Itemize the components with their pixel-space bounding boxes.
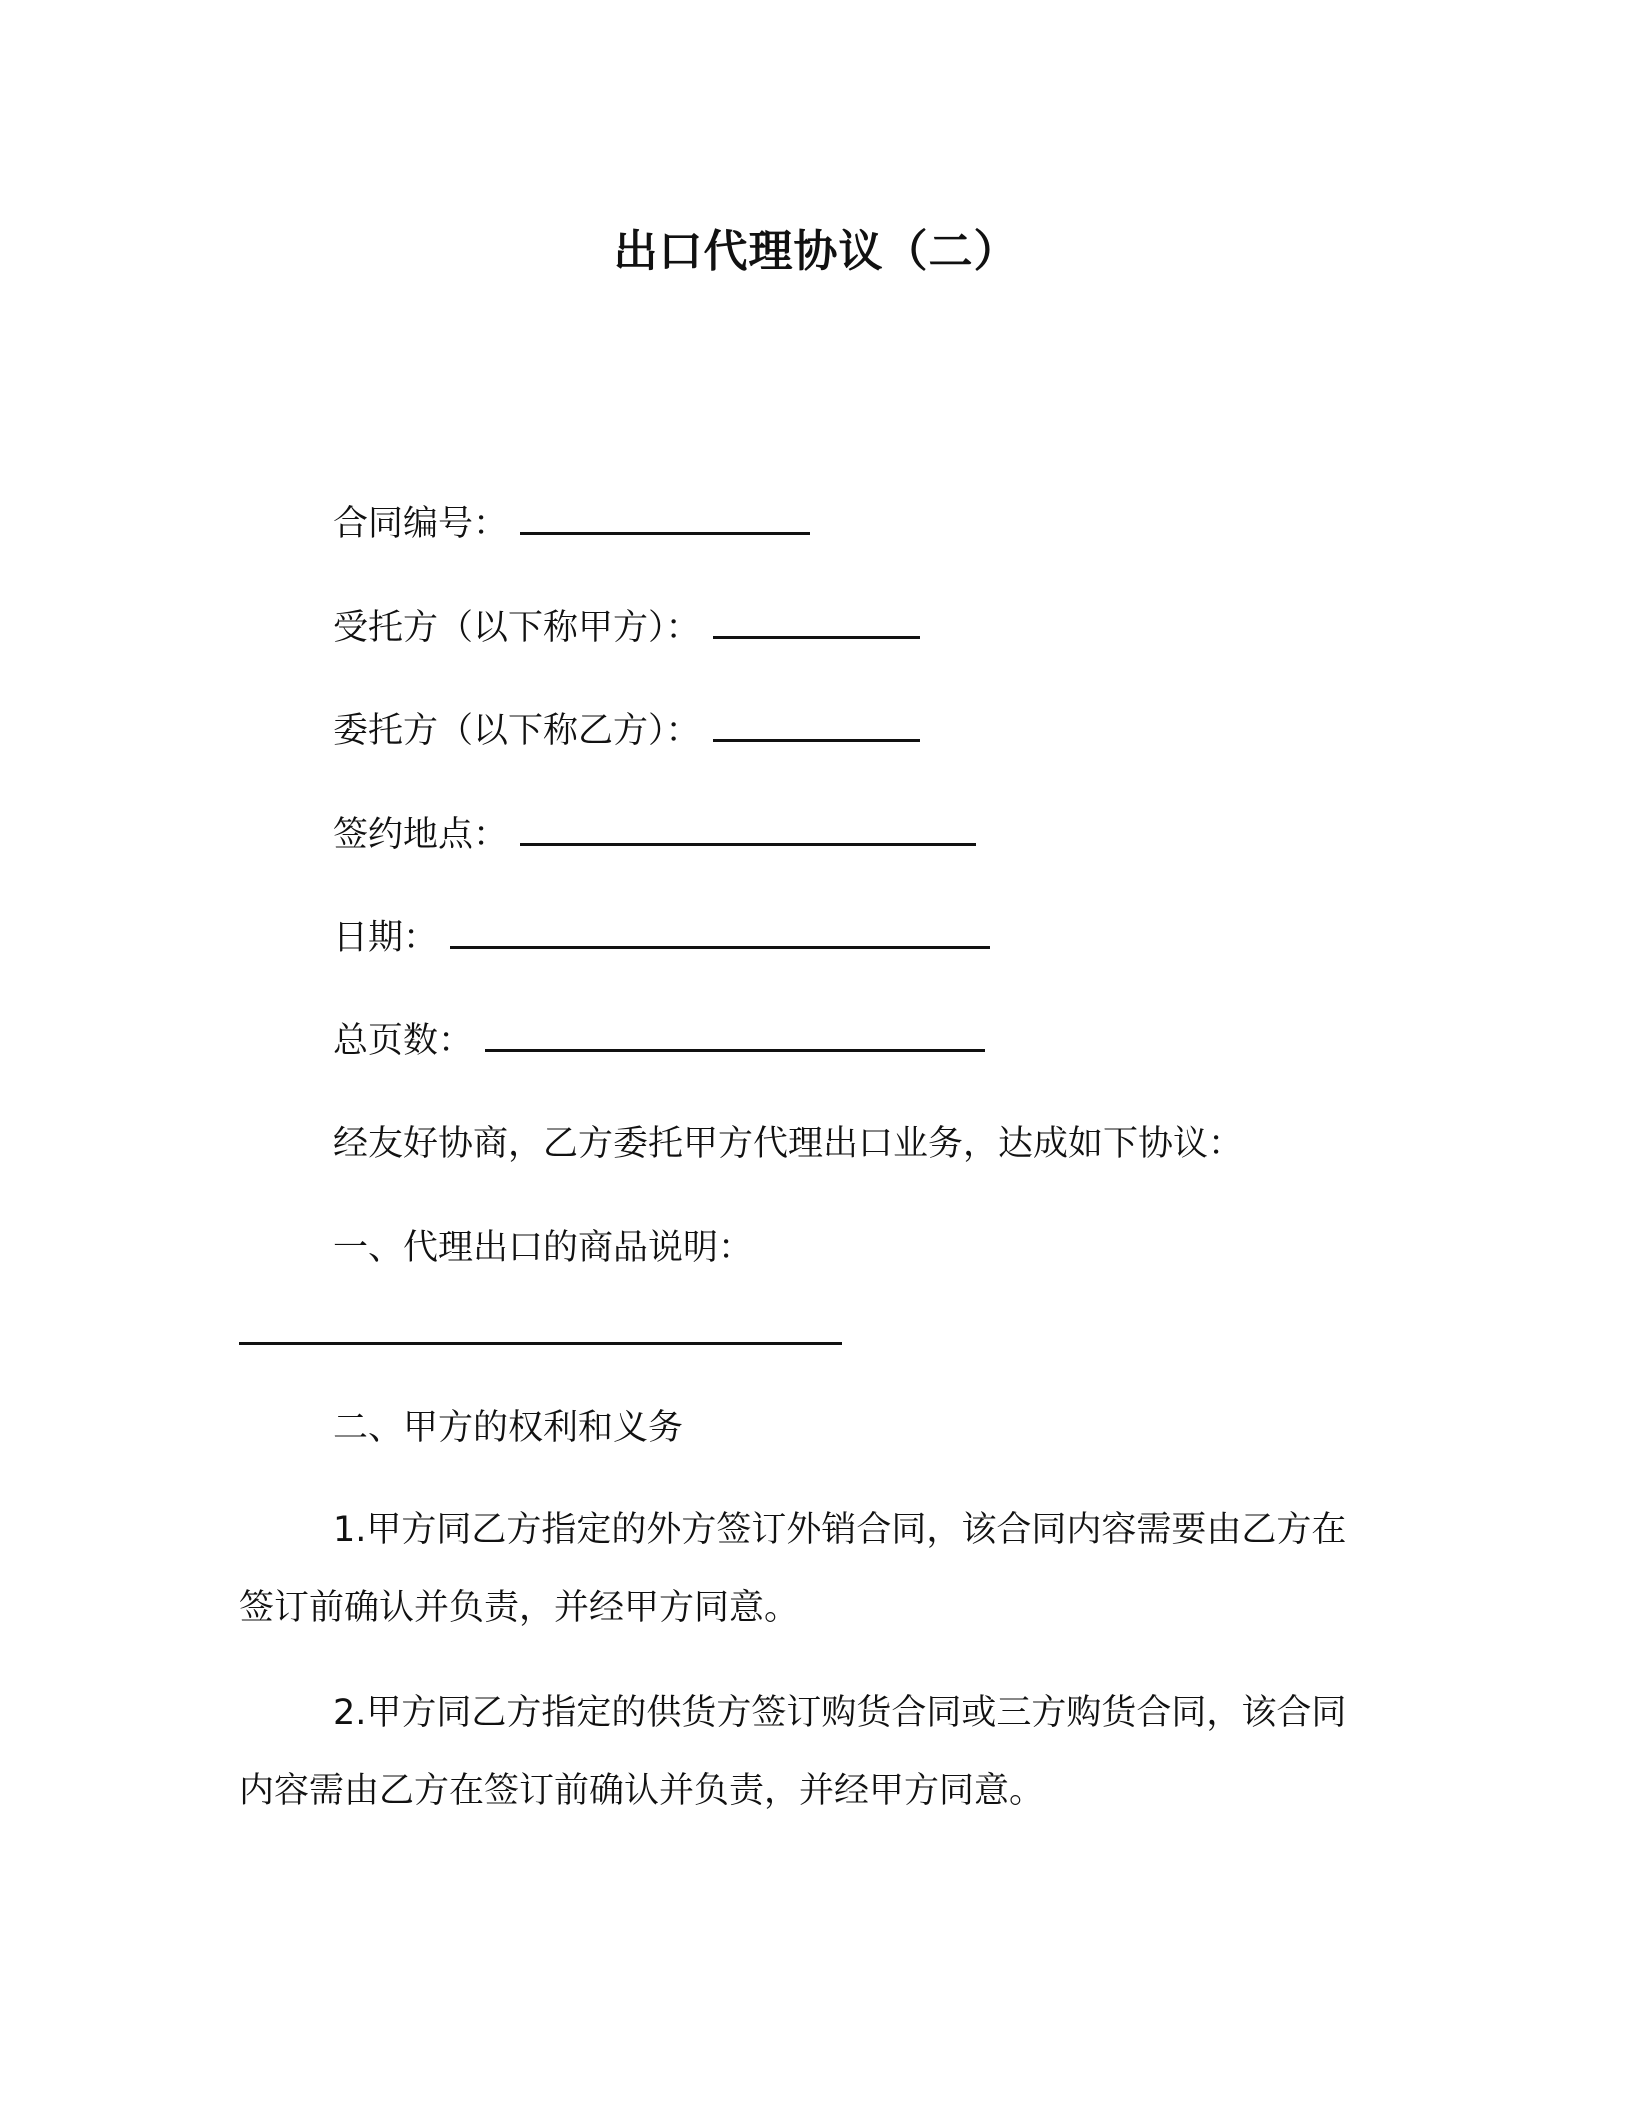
field-label: 合同编号： [333,504,509,544]
field-trustee [333,602,920,652]
field-signing-place [333,809,976,859]
clause-1: 1.甲方同乙方指定的外方签订外销合同，该合同内容需要由乙方在签订前确认并负责，并经甲方同意。 [239,1510,1347,1628]
fill-blank [520,498,810,535]
document-title: 出口代理协议（二） [613,226,1019,277]
fill-blank [713,705,920,742]
intro-text: 经友好协商，乙方委托甲方代理出口业务，达成如下协议： [333,1124,1244,1164]
field-label: 总页数： [333,1021,474,1061]
field-label: 受托方（以下称甲方）： [333,608,701,648]
field-label: 委托方（以下称乙方）： [333,711,701,751]
clause-2: 2.甲方同乙方指定的供货方签订购货合同或三方购货合同，该合同内容需由乙方在签订前确认并负责，并经甲方同意。 [239,1693,1347,1811]
fill-blank [485,1015,985,1052]
field-total-pages [333,1015,985,1065]
field-date [333,912,990,962]
field-label: 签约地点： [333,815,509,855]
fill-blank [713,602,920,639]
section-1-heading: 一、代理出口的商品说明： [333,1228,754,1268]
fill-blank [450,912,990,949]
section-2-heading: 二、甲方的权利和义务 [333,1408,684,1448]
field-contract-number [333,498,810,548]
field-principal [333,705,920,755]
field-label: 日期： [333,918,439,958]
fill-blank-line [239,1342,842,1345]
fill-blank [520,809,976,846]
